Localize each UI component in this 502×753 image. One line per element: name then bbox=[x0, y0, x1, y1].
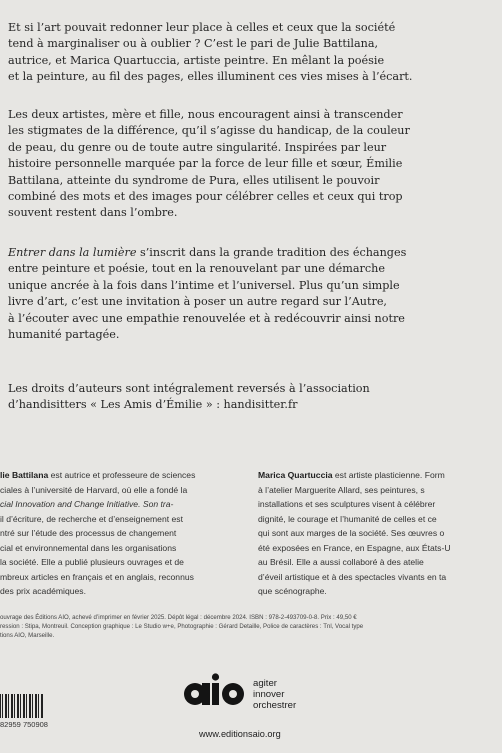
bio-right-name: Marica Quartuccia bbox=[258, 470, 333, 480]
book-line: unique ancrée à la fois dans l’intime et l’universel. Plus qu’un simple bbox=[8, 278, 400, 292]
book-line: entre peinture et poésie, tout en la renouvelant par une démarche bbox=[8, 262, 385, 276]
artists-line: Les deux artistes, mère et fille, nous encouragent ainsi à transcender bbox=[8, 108, 403, 121]
rights-line: d’handisitters « Les Amis d’Émilie » : handisitter.fr bbox=[8, 398, 298, 412]
colophon: ouvrage des Éditions AIO, achevé d’imprimer en février 2025. Dépôt légal : décembre 2024. ISBN : 978-2-493709-0-8. Prix : 49,50 € ression : Stipa, Montreuil. Conception graphique : Le Studio w+e, Photographie : Gérard Detaille, Police de caractères : Tnl, Vocal type tions AIO, Marseille. bbox=[0, 614, 364, 639]
book-line: livre d’art, c’est une invitation à poser un autre regard sur l’Autre, bbox=[8, 295, 387, 309]
book-line-rest: s’inscrit dans la grande tradition des échanges bbox=[136, 246, 407, 259]
artists-line: combiné des mots et des images pour célébrer celles et ceux qui trop bbox=[8, 190, 403, 204]
rights-paragraph bbox=[8, 381, 502, 414]
intro-paragraph bbox=[8, 20, 502, 86]
artists-line: souvent restent dans l’ombre. bbox=[8, 206, 178, 220]
artists-line: les stigmates de la différence, qu’il s’agisse du handicap, de la couleur bbox=[8, 124, 410, 138]
isbn-barcode bbox=[0, 694, 44, 718]
isbn-digits: 82959 750908 bbox=[0, 720, 48, 729]
bio-right: Marica Quartuccia est artiste plasticienne. Form à l’atelier Marguerite Allard, ses peintures, s installations et ses sculptures visent à célébrer dignité, le courage et l’humanité de celles et ce qui sont aux marges de la société. Ses œuvres o été exposées en France, en Espagne, aux États-U au Brésil. Elle a aussi collaboré à des atelie d’éveil artistique et à des spectacles vivants en ta que scénographe. bbox=[258, 470, 451, 596]
book-line: humanité partagée. bbox=[8, 328, 120, 342]
book-line bbox=[8, 245, 502, 261]
intro-line: Et si l’art pouvait redonner leur place à celles et ceux que la société bbox=[8, 21, 396, 34]
artists-line: histoire personnelle marquée par la force de leur fille et sœur, Émilie bbox=[8, 157, 403, 171]
bio-left-name: lie Battilana bbox=[0, 470, 49, 480]
publisher-tagline: agiter innover orchestrer bbox=[253, 678, 297, 711]
bio-left: lie Battilana est autrice et professeure de sciences ciales à l’université de Harvard, où elle a fondé la cial Innovation and Change Initiative. Son tra- il d’écriture, de recherche et d’enseignement est ntré sur l’étude des processus de changement cial et environnemental dans les organisations la société. Elle a publié plusieurs ouvrages et de mbreux articles en français et en anglais, reconnus des prix académiques. bbox=[0, 470, 196, 596]
artists-line: Battilana, atteinte du syndrome de Pura, elles utilisent le pouvoir bbox=[8, 173, 380, 187]
book-title: Entrer dans la lumière bbox=[8, 246, 137, 259]
book-paragraph bbox=[8, 245, 502, 343]
artists-paragraph bbox=[8, 107, 502, 222]
publisher-logo bbox=[182, 672, 248, 712]
artists-line: de peau, du genre ou de toute autre singularité. Inspirées par leur bbox=[8, 140, 387, 154]
book-line: à l’écouter avec une empathie renouvelée et à redécouvrir ainsi notre bbox=[8, 311, 405, 325]
intro-line: tend à marginaliser ou à oublier ? C’est le pari de Julie Battilana, bbox=[8, 37, 379, 51]
intro-line: autrice, et Marica Quartuccia, artiste peintre. En mêlant la poésie bbox=[8, 53, 385, 67]
publisher-website-link[interactable]: www.editionsaio.org bbox=[199, 729, 281, 739]
rights-line: Les droits d’auteurs sont intégralement reversés à l’association bbox=[8, 382, 370, 395]
intro-line: et la peinture, au fil des pages, elles illuminent ces vies mises à l’écart. bbox=[8, 70, 413, 84]
